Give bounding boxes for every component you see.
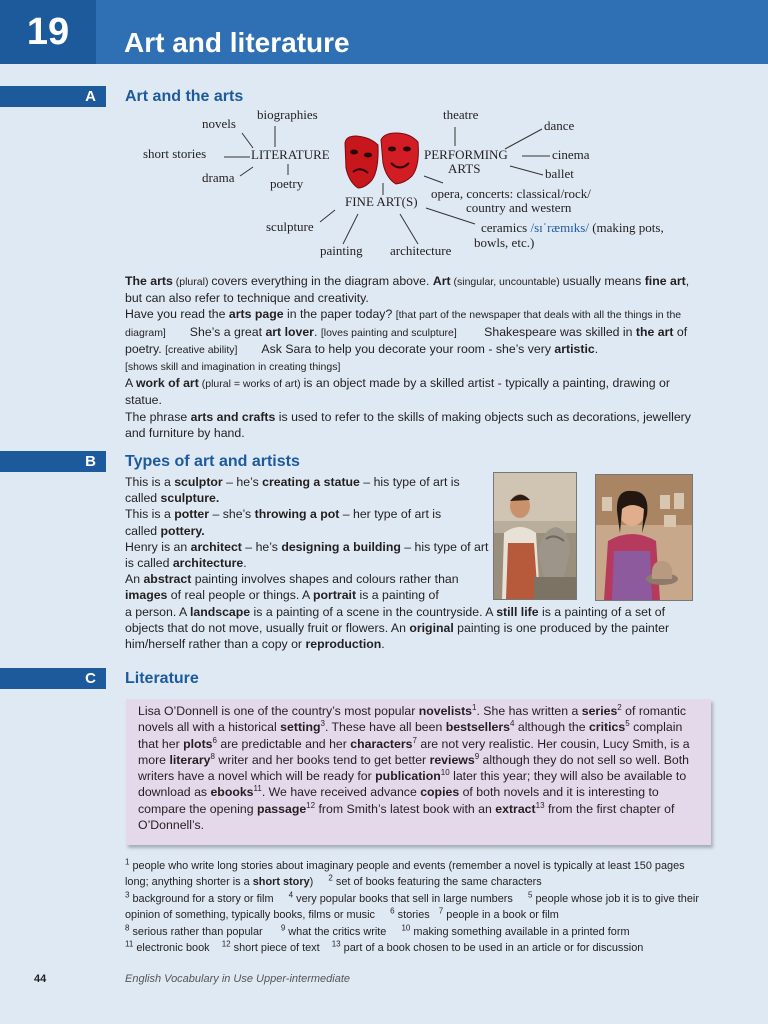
- line-novels: [242, 133, 253, 148]
- section-a-tab: A: [0, 86, 106, 107]
- line-drama: [240, 167, 253, 176]
- diagram-label-painting: painting: [320, 243, 363, 258]
- paragraph-the-arts: The arts (plural) covers everything in the diagram above. Art (singular, uncountable) usually means fine art, but can also refer to technique and creativity.: [125, 274, 690, 306]
- section-b-title: Types of art and artists: [125, 453, 300, 470]
- unit-title: Art and literature: [124, 27, 350, 58]
- section-c-tab: C: [0, 668, 106, 689]
- section-c-title: Literature: [125, 670, 199, 687]
- line-painting: [343, 214, 358, 244]
- section-a-text: [125, 273, 697, 441]
- unit-number: 19: [0, 0, 96, 64]
- diagram-label-ceramics: ceramics /sɪˈræmɪks/ (making pots,: [481, 220, 664, 235]
- footnote-line-3: $^8$ serious rather than popular $^9$ what the critics write $^{10}$ making something available in a printed form $^{11}$ electronic book $^{12}$ short piece of text $^{13}$ part of a book chosen to be used in an article or for discussion: [125, 923, 644, 955]
- paragraph-examples: Have you read the arts page in the paper today? [that part of the newspaper that deals with all the things in the diagram] She’s a great art lover. [loves painting and sculpture] Shakespeare was skilled in the art of poetry. [creative ability] Ask Sara to help you decorate your room - she’s very artistic. [shows skill and imagination in creating things]: [125, 307, 688, 374]
- diagram-label-architecture: architecture: [390, 243, 452, 258]
- line-ballet: [510, 166, 543, 175]
- diagram-label-opera: opera, concerts: classical/rock/: [431, 186, 591, 201]
- diagram-label-short-stories: short stories: [143, 146, 207, 161]
- diagram-hub-fine-art: FINE ART(S): [345, 194, 418, 209]
- line-dance: [505, 129, 542, 149]
- line-architecture: [400, 214, 418, 244]
- section-a-title: Art and the arts: [125, 88, 244, 105]
- diagram-label-sculpture: sculpture: [266, 219, 314, 234]
- diagram-hub-literature: LITERATURE: [251, 147, 330, 162]
- theatre-masks-icon: [345, 133, 418, 188]
- diagram-label-ceramics-note: bowls, etc.): [474, 235, 535, 250]
- section-b-tab: B: [0, 451, 106, 472]
- diagram-label-novels: novels: [202, 116, 236, 131]
- footnotes: [125, 858, 705, 956]
- paragraph-arts-and-crafts: The phrase arts and crafts is used to refer to the skills of making objects such as decorations, jewellery and furniture by hand.: [125, 409, 691, 440]
- diagram-label-drama: drama: [202, 170, 235, 185]
- book-title: English Vocabulary in Use Upper-intermediate: [125, 973, 351, 985]
- diagram-label-theatre: theatre: [443, 107, 479, 122]
- literature-passage: Lisa O’Donnell is one of the country’s most popular novelists$^1$. She has written a series$^2$ of romantic novels all with a historical setting$^3$. These have all been bestsellers$^4$ although the critics$^5$ complain that her plots$^6$ are predictable and her characters$^7$ are not very realistic. Her cousin, Lucy Smith, is a more literary$^8$ writer and her books tend to get better reviews$^9$ although they do not sell so well. Both writers have a novel which will be ready for publication$^{10}$ later this year; they will also be available to download as ebooks$^{11}$. We have received advance copies of both novels and it is interesting to compare the opening passage$^{12}$ from Smith’s latest book with an extract$^{13}$ from the first chapter of O’Donnell’s.: [138, 702, 690, 833]
- line-opera: [424, 176, 443, 183]
- diagram-label-dance: dance: [544, 118, 575, 133]
- diagram-hub-arts: ARTS: [448, 161, 481, 176]
- section-b-paragraph: a person. A landscape is a painting of a scene in the countryside. A still life is a painting of a set of objects that do not move, usually fruit or flowers. An original painting is one produced by the painter him/herself rather than a copy or reproduction.: [125, 605, 670, 652]
- diagram-label-cinema: cinema: [552, 147, 590, 162]
- footnote-line-2: $^3$ background for a story or film $^4$ very popular books that sell in large numbers $^5$ people whose job it is to give their opinion of something, typically books, films or music $^6$ stories $^7$ people in a book or film: [125, 890, 699, 922]
- diagram-label-country: country and western: [466, 200, 572, 215]
- potter-photo: [595, 474, 693, 601]
- diagram-label-ballet: ballet: [545, 166, 574, 181]
- diagram-label-poetry: poetry: [270, 176, 304, 191]
- section-b-lines: This is a sculptor – he’s creating a statue – his type of art is called sculpture. This is a potter – she’s throwing a pot – her type of art is called pottery. Henry is an architect – he’s designing a building – his type of art is called architecture. An abstract painting involves shapes and colours rather than images of real people or things. A portrait is a painting of: [125, 475, 489, 603]
- page-number: 44: [34, 973, 47, 985]
- paragraph-work-of-art: A work of art (plural = works of art) is an object made by a skilled artist - typically a painting, drawing or statue.: [125, 376, 670, 408]
- sculptor-photo: [493, 472, 577, 600]
- diagram-hub-performing: PERFORMING: [424, 147, 508, 162]
- line-sculpture: [320, 210, 335, 222]
- footnote-line-1: $^1$ people who write long stories about imaginary people and events (remember a novel is typically at least 150 pages long; anything shorter is a short story) $^2$ set of books featuring the same characters: [125, 857, 685, 889]
- diagram-label-biographies: biographies: [257, 107, 318, 122]
